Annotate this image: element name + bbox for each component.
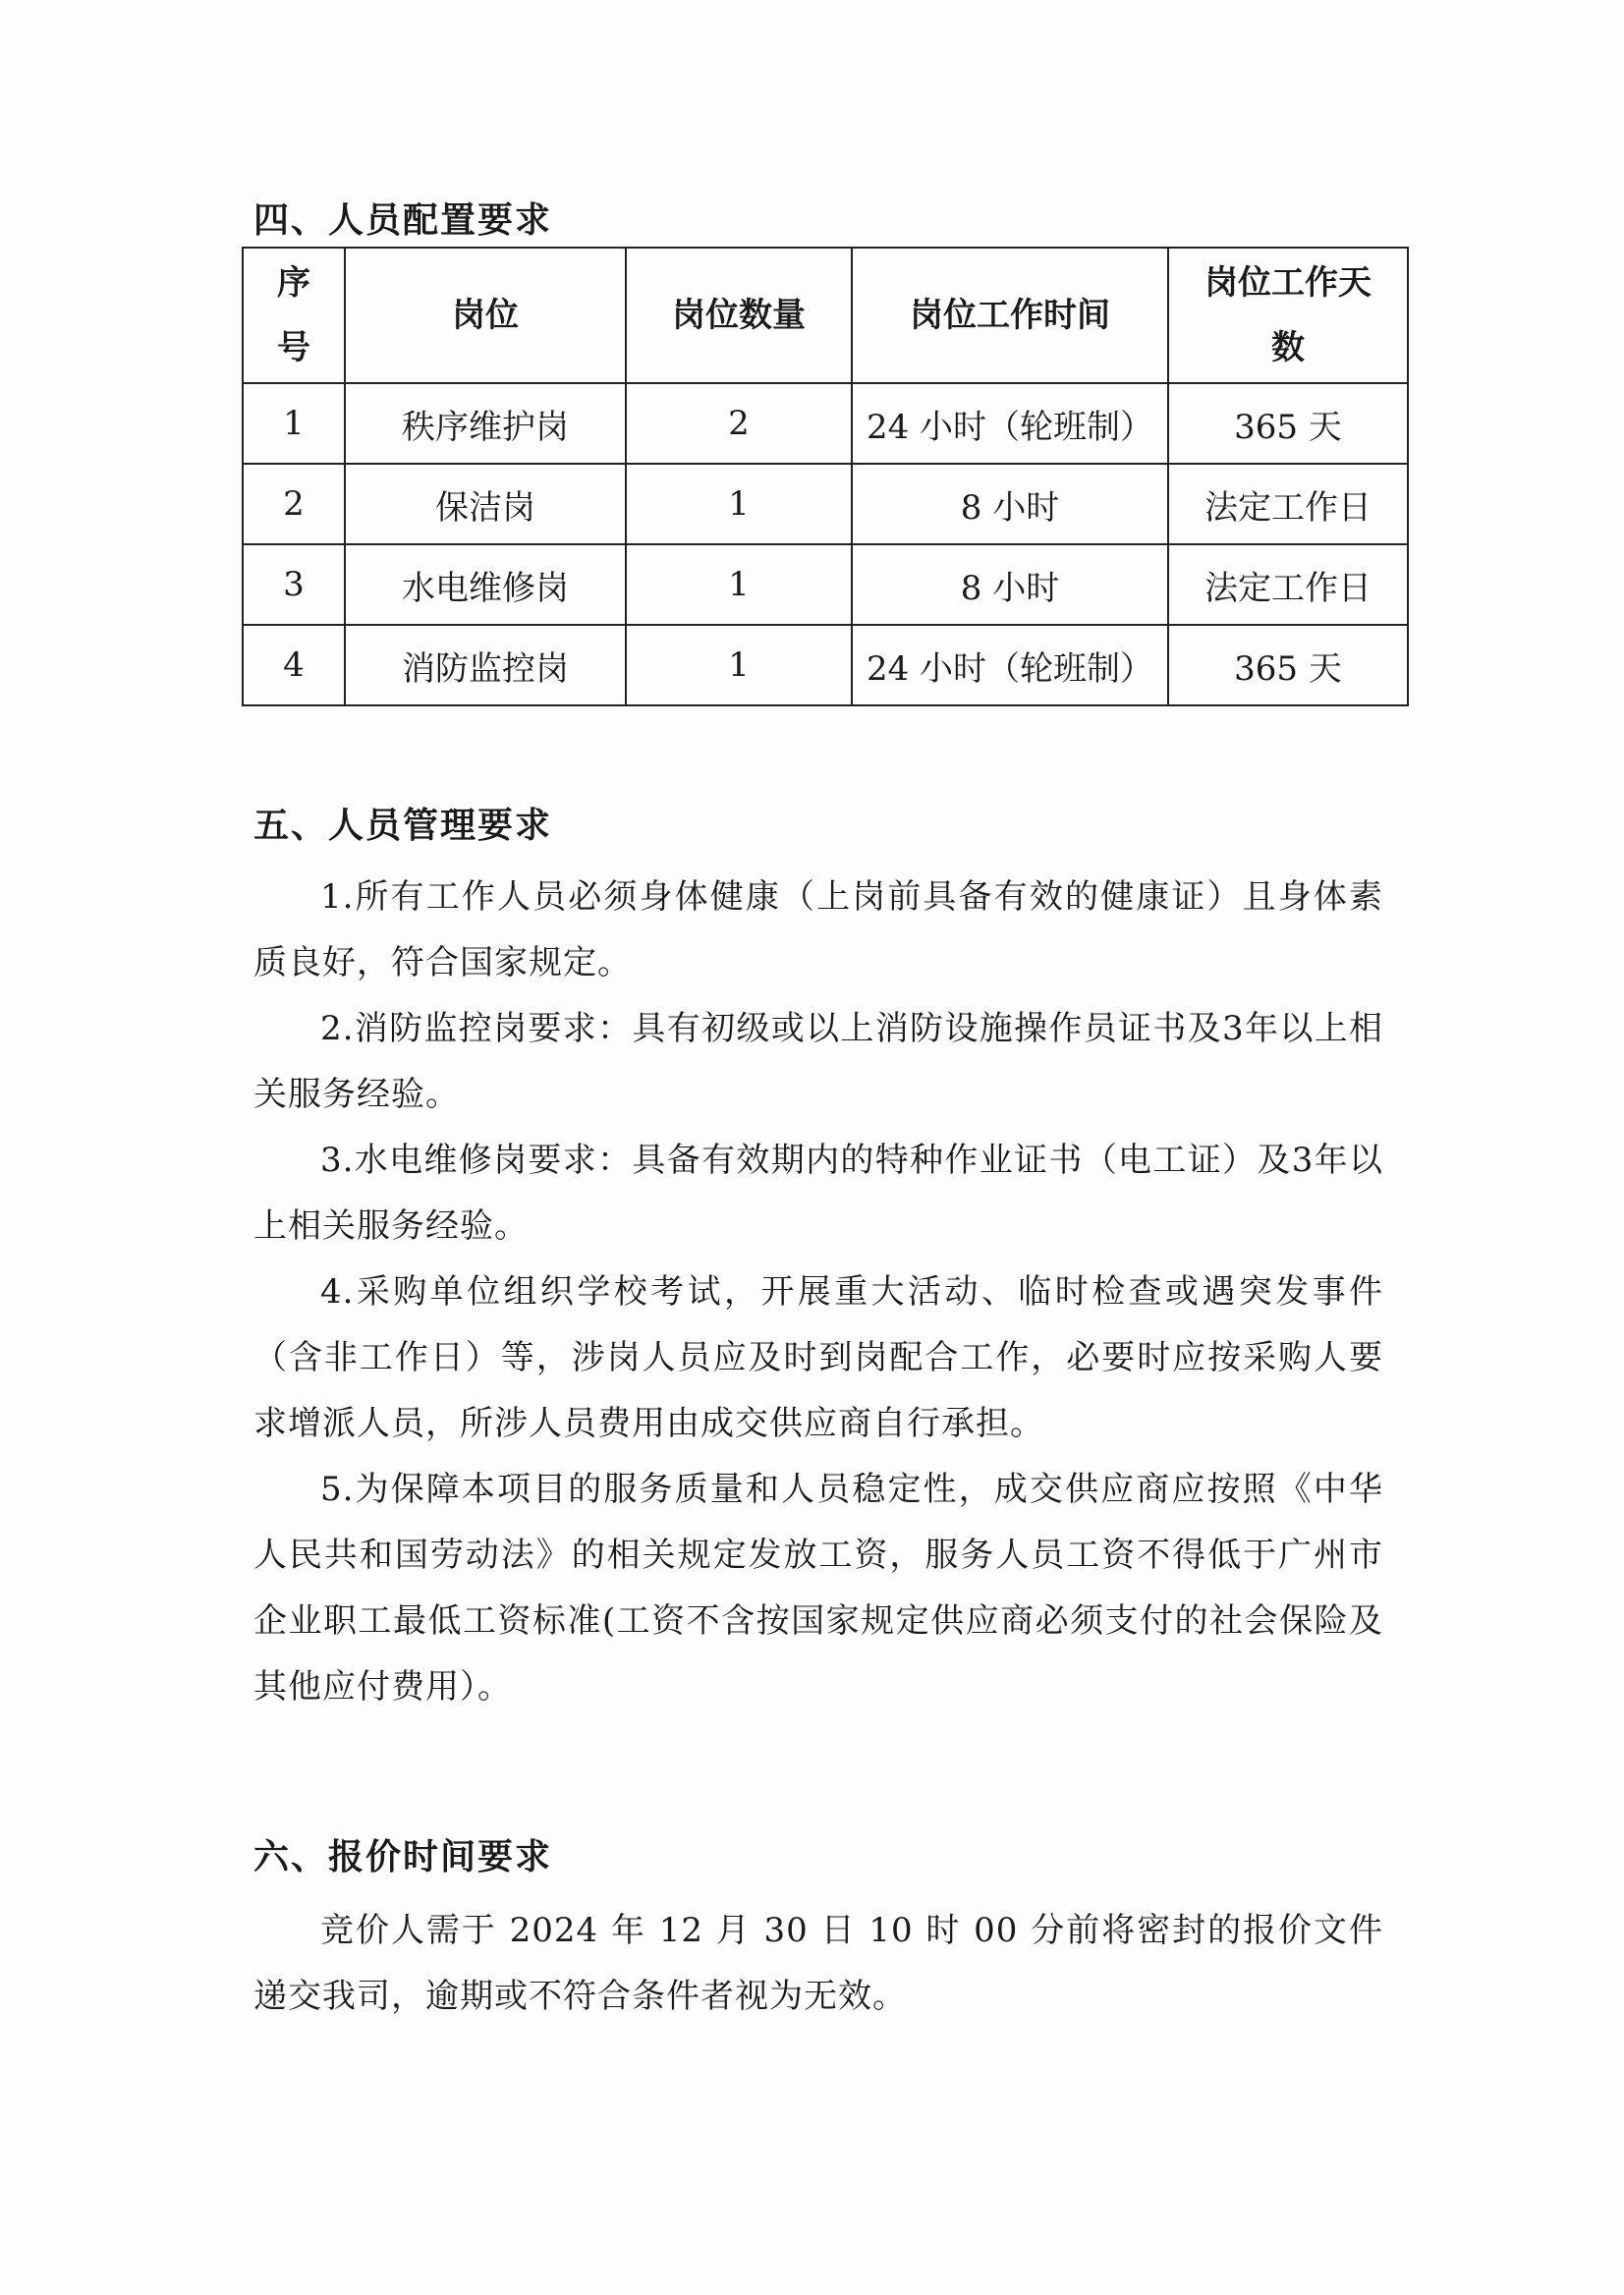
section-6-heading: 六、报价时间要求 bbox=[253, 1837, 553, 1877]
table-header-row bbox=[243, 248, 1408, 383]
cell-index: 1 bbox=[243, 383, 345, 464]
requirement-paragraph-1: 1.所有工作人员必须身体健康（上岗前具备有效的健康证）且身体素质良好，符合国家规定。 bbox=[253, 877, 1383, 982]
cell-position: 保洁岗 bbox=[345, 464, 626, 544]
requirement-paragraph-3: 3.水电维修岗要求：具备有效期内的特种作业证书（电工证）及3年以上相关服务经验。 bbox=[253, 1141, 1383, 1246]
cell-days: 365 天 bbox=[1168, 625, 1408, 705]
table-row bbox=[243, 625, 1408, 705]
table-row bbox=[243, 544, 1408, 625]
table-row bbox=[243, 464, 1408, 544]
cell-index: 2 bbox=[243, 464, 345, 544]
cell-hours: 8 小时 bbox=[852, 464, 1168, 544]
cell-count: 2 bbox=[626, 383, 852, 464]
cell-count: 1 bbox=[626, 464, 852, 544]
cell-days: 365 天 bbox=[1168, 383, 1408, 464]
cell-index: 3 bbox=[243, 544, 345, 625]
header-position: 岗位 bbox=[345, 248, 626, 383]
section-4-heading: 四、人员配置要求 bbox=[253, 200, 553, 241]
cell-count: 1 bbox=[626, 544, 852, 625]
cell-position: 消防监控岗 bbox=[345, 625, 626, 705]
cell-index: 4 bbox=[243, 625, 345, 705]
requirement-paragraph-2: 2.消防监控岗要求：具有初级或以上消防设施操作员证书及3年以上相关服务经验。 bbox=[253, 1009, 1383, 1114]
cell-days: 法定工作日 bbox=[1168, 464, 1408, 544]
header-hours: 岗位工作时间 bbox=[852, 248, 1168, 383]
cell-position: 秩序维护岗 bbox=[345, 383, 626, 464]
section-5-body bbox=[253, 865, 1383, 1720]
section-5-heading: 五、人员管理要求 bbox=[253, 806, 553, 846]
cell-hours: 24 小时（轮班制） bbox=[852, 625, 1168, 705]
table-row bbox=[243, 383, 1408, 464]
cell-hours: 8 小时 bbox=[852, 544, 1168, 625]
requirement-paragraph-5: 5.为保障本项目的服务质量和人员稳定性，成交供应商应按照《中华人民共和国劳动法》的相关规定发放工资，服务人员工资不得低于广州市企业职工最低工资标准(工资不含按国家规定供应商必须支付的社会保险及其他应付费用）。 bbox=[253, 1470, 1383, 1707]
header-count: 岗位数量 bbox=[626, 248, 852, 383]
cell-count: 1 bbox=[626, 625, 852, 705]
header-index: 序号 bbox=[243, 248, 345, 383]
cell-hours: 24 小时（轮班制） bbox=[852, 383, 1168, 464]
staffing-table bbox=[242, 247, 1409, 706]
section-6-body bbox=[253, 1898, 1383, 2030]
cell-position: 水电维修岗 bbox=[345, 544, 626, 625]
header-days: 岗位工作天数 bbox=[1168, 248, 1408, 383]
quote-deadline-paragraph: 竞价人需于 2024 年 12 月 30 日 10 时 00 分前将密封的报价文件递交我司，逾期或不符合条件者视为无效。 bbox=[253, 1911, 1383, 2016]
cell-days: 法定工作日 bbox=[1168, 544, 1408, 625]
requirement-paragraph-4: 4.采购单位组织学校考试，开展重大活动、临时检查或遇突发事件（含非工作日）等，涉岗人员应及时到岗配合工作，必要时应按采购人要求增派人员，所涉人员费用由成交供应商自行承担。 bbox=[253, 1272, 1383, 1443]
